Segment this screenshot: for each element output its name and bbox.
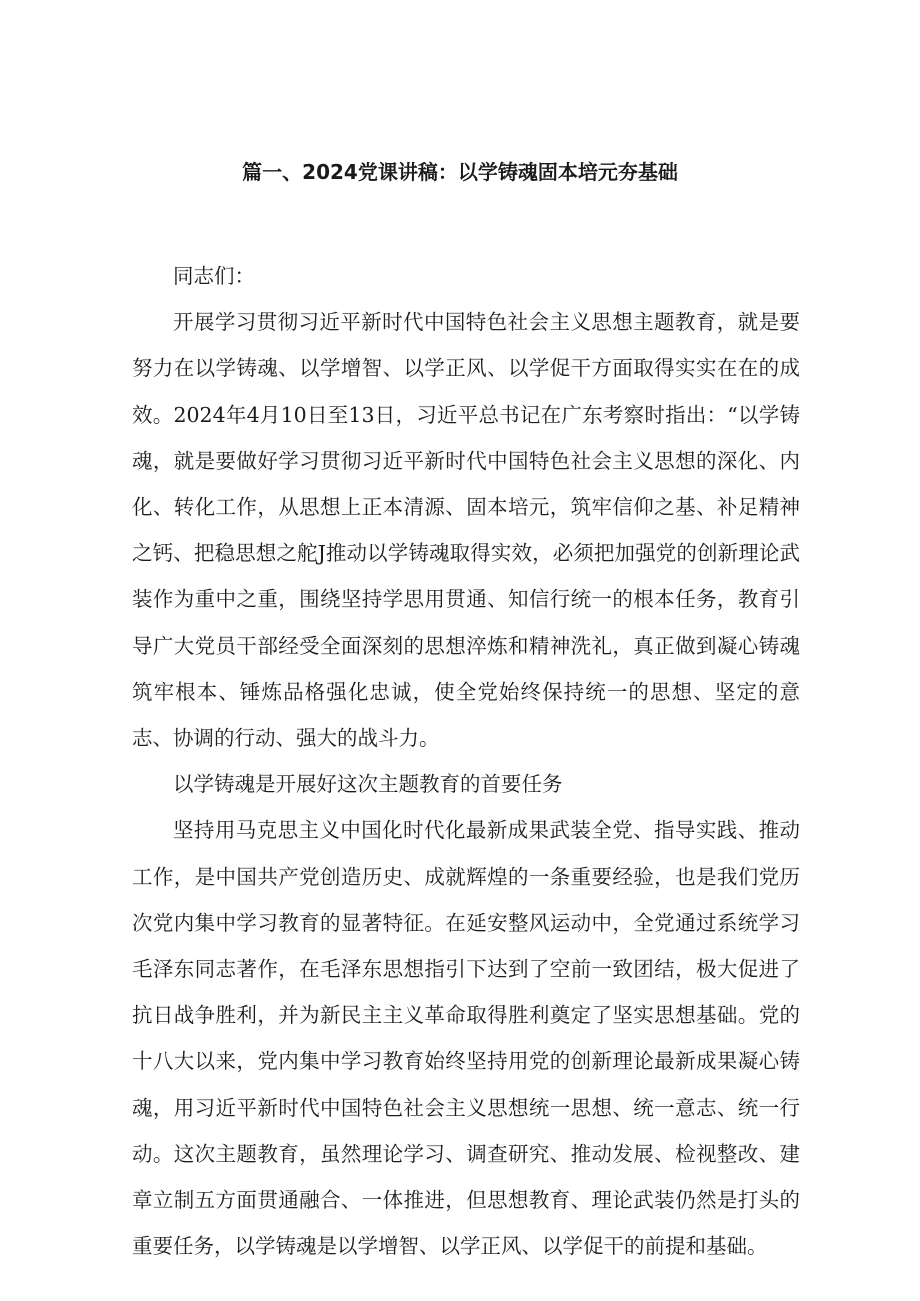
salutation-paragraph: 同志们： — [173, 264, 255, 288]
document-body — [132, 253, 800, 1269]
document-title: 篇一、2024党课讲稿：以学铸魂固本培元夯基础 — [242, 160, 678, 184]
body-paragraph: 坚持用马克思主义中国化时代化最新成果武装全党、指导实践、推动工作，是中国共产党创造历史、成就辉煌的一条重要经验，也是我们党历次党内集中学习教育的显著特征。在延安整风运动中，全党通过系统学习毛泽东同志著作，在毛泽东思想指引下达到了空前一致团结，极大促进了抗日战争胜利，并为新民主主义革命取得胜利奠定了坚实思想基础。党的十八大以来，党内集中学习教育始终坚持用党的创新理论最新成果凝心铸魂，用习近平新时代中国特色社会主义思想统一思想、统一意志、统一行动。这次主题教育，虽然理论学习、调查研究、推动发展、检视整改、建章立制五方面贯通融合、一体推进，但思想教育、理论武装仍然是打头的重要任务，以学铸魂是以学增智、以学正风、以学促干的前提和基础。 — [132, 818, 800, 1259]
intro-paragraph: 开展学习贯彻习近平新时代中国特色社会主义思想主题教育，就是要努力在以学铸魂、以学增智、以学正风、以学促干方面取得实实在在的成效。2024年4月10日至13日，习近平总书记在广东考察时指出：“以学铸魂，就是要做好学习贯彻习近平新时代中国特色社会主义思想的深化、内化、转化工作，从思想上正本清源、固本培元，筑牢信仰之基、补足精神之钙、把稳思想之舵J推动以学铸魂取得实效，必须把加强党的创新理论武装作为重中之重，围绕坚持学思用贯通、知信行统一的根本任务，教育引导广大党员干部经受全面深刻的思想淬炼和精神洗礼，真正做到凝心铸魂筑牢根本、锤炼品格强化忠诚，使全党始终保持统一的思想、坚定的意志、协调的行动、强大的战斗力。 — [132, 310, 800, 751]
section-heading-paragraph: 以学铸魂是开展好这次主题教育的首要任务 — [173, 772, 563, 797]
